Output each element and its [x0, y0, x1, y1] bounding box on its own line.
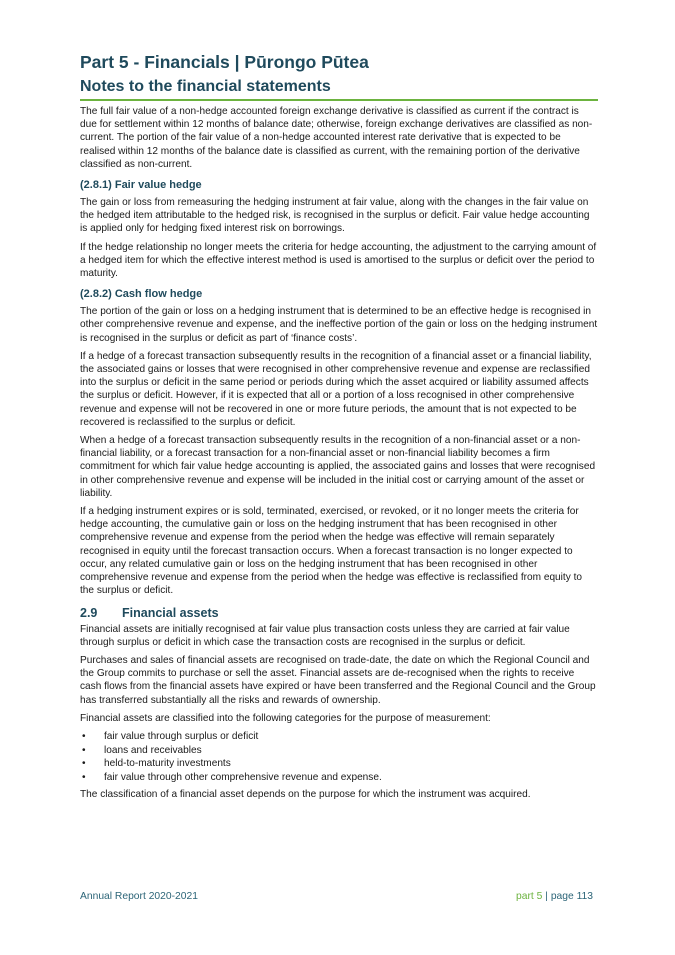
bullet-icon: • [82, 758, 86, 770]
section-title: Notes to the financial statements [80, 76, 598, 101]
financial-assets-paragraph-4: The classification of a financial asset depends on the purpose for which the instrument was acquired. [80, 789, 531, 801]
financial-assets-paragraph-2: Purchases and sales of financial assets are recognised on trade-date, the date on which the Regional Council and the Group commits to purchase or sell the asset. Financial assets are de-recognised when the rights to receive cash flows from the financial assets have expired or have been transferred and the Regional Council and the Group has transferred substantially all the risks and rewards of ownership. [80, 654, 596, 706]
section-number: 2.9 [80, 605, 98, 620]
section-heading-text: Financial assets [122, 605, 219, 620]
list-item-text: fair value through other comprehensive revenue and expense. [104, 771, 382, 783]
body-text [80, 105, 598, 802]
footer-report-title: Annual Report 2020-2021 [80, 891, 198, 902]
list-item-text: held-to-maturity investments [104, 758, 231, 770]
category-list [80, 730, 598, 784]
footer-separator: | [545, 891, 548, 902]
bullet-icon: • [82, 771, 86, 783]
list-item-text: loans and receivables [104, 744, 202, 756]
list-item [80, 771, 598, 785]
footer-page-info [516, 891, 593, 902]
cash-flow-hedge-paragraph-1: The portion of the gain or loss on a hedging instrument that is determined to be an effective hedge is recognised in other comprehensive revenue and expense, and the ineffective portion of the gain or loss on the hedging instrument is recognised in the surplus or deficit as part of ‘finance costs’. [80, 306, 598, 344]
page-content [80, 50, 598, 807]
list-item-text: fair value through surplus or deficit [104, 730, 259, 742]
part-title: Part 5 - Financials | Pūrongo Pūtea [80, 52, 369, 72]
footer-part: part 5 [516, 891, 543, 902]
fair-value-hedge-paragraph-1: The gain or loss from remeasuring the hedging instrument at fair value, along with the changes in the fair value on the hedged item attributable to the hedged risk, is recognised in the surplus or deficit. Fair value hedge accounting is applied only for hedging fixed interest risk on borrowings. [80, 197, 590, 235]
bullet-icon: • [82, 730, 86, 742]
financial-assets-heading [80, 605, 598, 621]
intro-paragraph: The full fair value of a non-hedge accounted foreign exchange derivative is classified as current if the contract is due for settlement within 12 months of balance date; otherwise, foreign exchange derivatives are classified as non-current. The portion of the fair value of a non-hedge accounted interest rate derivative that is expected to be realised within 12 months of the balance date is classified as current, with the remaining portion of the derivative classified as non-current. [80, 106, 593, 170]
cash-flow-hedge-heading: (2.8.2) Cash flow hedge [80, 288, 203, 301]
cash-flow-hedge-paragraph-4: If a hedging instrument expires or is sold, terminated, exercised, or revoked, or it no longer meets the criteria for hedge accounting, the cumulative gain or loss on the hedging instrument that has been recognised in other comprehensive revenue and expense from the period when the hedge was effective will remain separately recognised in equity until the forecast transaction occurs. When a forecast transaction is no longer expected to occur, any related cumulative gain or loss on the hedging instrument that has been recognised in other comprehensive revenue and expense from the period when the hedge was effective is reclassified from equity to the surplus or deficit. [80, 506, 582, 597]
list-item [80, 757, 598, 771]
fair-value-hedge-paragraph-2: If the hedge relationship no longer meets the criteria for hedge accounting, the adjustment to the carrying amount of a hedged item for which the effective interest method is used is amortised to the surplus or deficit over the period to maturity. [80, 241, 597, 280]
list-item [80, 730, 598, 744]
cash-flow-hedge-paragraph-2: If a hedge of a forecast transaction subsequently results in the recognition of a financial asset or a financial liability, the associated gains or losses that were recognised in other comprehensive revenue and expense are reclassified into the surplus or deficit in the same period or periods during which the asset acquired or liability assumed affects the surplus or deficit. However, if it is expected that all or a portion of a loss recognised in other comprehensive revenue and expense will not be recovered in one or more future periods, the amount that is not expected to be recovered is reclassified to the surplus or deficit. [80, 350, 592, 428]
cash-flow-hedge-paragraph-3: When a hedge of a forecast transaction subsequently results in the recognition of a non-financial asset or a non-financial liability, or a forecast transaction for a non-financial asset or non-financial liability becomes a firm commitment for which fair value hedge accounting is applied, the associated gains and losses that were recognised in other comprehensive revenue and expense will be included in the initial cost or carrying amount of the asset or liability. [80, 435, 596, 499]
bullet-icon: • [82, 744, 86, 756]
fair-value-hedge-heading: (2.8.1) Fair value hedge [80, 179, 202, 192]
financial-assets-paragraph-1: Financial assets are initially recognised at fair value plus transaction costs unless they are carried at fair value through surplus or deficit in which case the transaction costs are recognised in the surplus or deficit. [80, 623, 570, 648]
financial-assets-paragraph-3: Financial assets are classified into the following categories for the purpose of measurement: [80, 712, 491, 724]
list-item [80, 744, 598, 758]
footer-page-number: page 113 [550, 891, 593, 902]
